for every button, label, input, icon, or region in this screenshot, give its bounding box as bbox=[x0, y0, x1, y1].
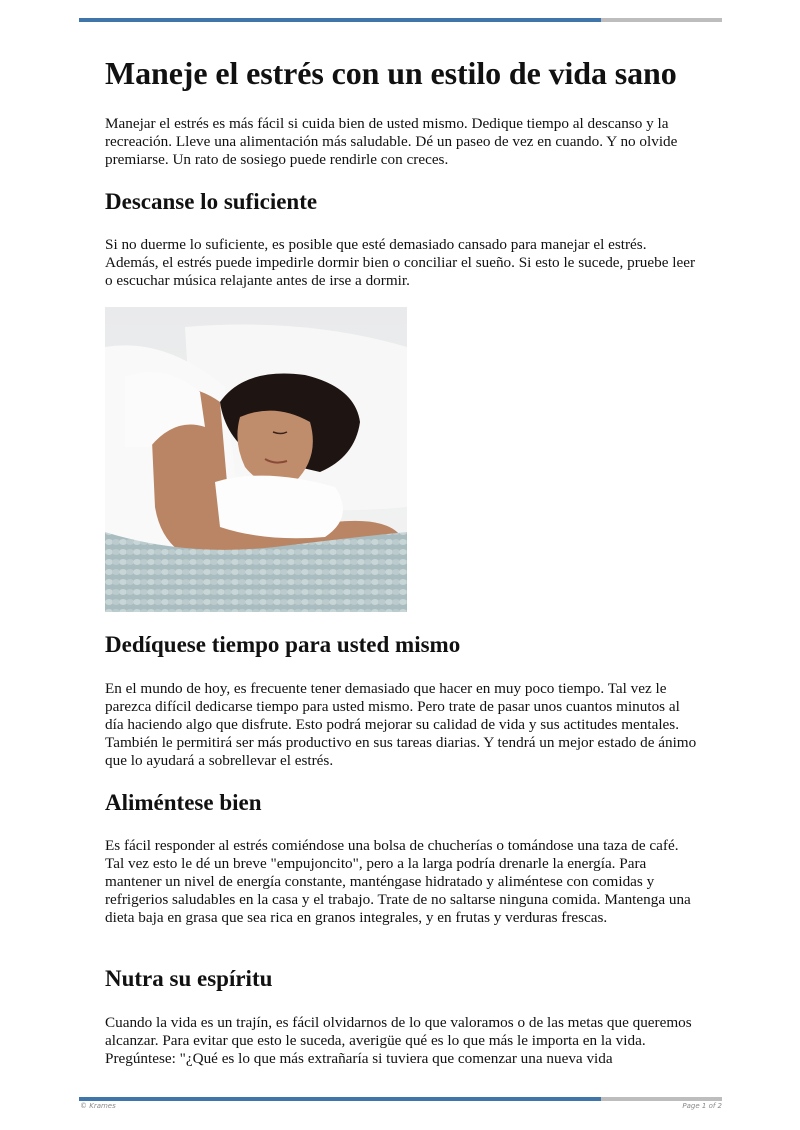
footer-rule bbox=[79, 1097, 722, 1101]
section-body-spirit: Cuando la vida es un trajín, es fácil olvidarnos de lo que valoramos o de las metas que queremos alcanzar. Para evitar que esto le suceda, averigüe qué es lo que más le importa en la vida. Pregúntese: "¿Qué es lo que más extrañaría si tuviera que comenzar una nueva vida bbox=[105, 1014, 692, 1067]
sleeping-woman-photo bbox=[105, 307, 407, 612]
section-heading-spirit: Nutra su espíritu bbox=[105, 966, 273, 991]
section-body-me-time: En el mundo de hoy, es frecuente tener demasiado que hacer en muy poco tiempo. Tal vez le parezca difícil dedicarse tiempo para usted mismo. Pero trate de pasar unos cuantos minutos al día haciendo algo que disfrute. Esto podrá mejorar su calidad de vida y sus actitudes mentales. También le permitirá ser más productivo en sus tareas diarias. Y tendrá un mejor estado de ánimo que lo ayudará a sobrellevar el estrés. bbox=[105, 680, 697, 769]
photo-illustration bbox=[105, 307, 407, 612]
section-heading-eat-well: Aliméntese bien bbox=[105, 790, 262, 815]
section-body-eat-well: Es fácil responder al estrés comiéndose una bolsa de chucherías o tomándose una taza de café. Tal vez esto le dé un breve "empujoncito", pero a la larga podría drenarle la energía. Para mantener un nivel de energía constante, manténgase hidratado y aliméntese con comidas y refrigerios saludables en la casa y el trabajo. Trate de no saltarse ninguna comida. Mantenga una dieta baja en grasa que sea rica en granos integrales, y en frutas y verduras frescas. bbox=[105, 837, 691, 926]
section-heading-rest: Descanse lo suficiente bbox=[105, 189, 318, 214]
section-heading-me-time: Dedíquese tiempo para usted mismo bbox=[105, 632, 461, 657]
section-body-rest: Si no duerme lo suficiente, es posible que esté demasiado cansado para manejar el estrés. Además, el estrés puede impedirle dormir bien o conciliar el sueño. Si esto le sucede, pruebe leer o escuchar música relajante antes de irse a dormir. bbox=[105, 236, 695, 289]
footer-copyright: © Krames bbox=[80, 1102, 116, 1110]
header-rule-gray bbox=[601, 18, 722, 22]
footer-rule-gray bbox=[601, 1097, 722, 1101]
footer-rule-blue bbox=[79, 1097, 601, 1101]
intro-paragraph: Manejar el estrés es más fácil si cuida bien de usted mismo. Dedique tiempo al descanso y la recreación. Lleve una alimentación más saludable. Dé un paseo de vez en cuando. Y no olvide premiarse. Un rato de sosiego puede rendirle con creces. bbox=[105, 115, 678, 168]
page-title: Maneje el estrés con un estilo de vida sano bbox=[105, 55, 677, 91]
footer-page-number: Page 1 of 2 bbox=[682, 1102, 722, 1110]
header-rule-blue bbox=[79, 18, 601, 22]
header-rule bbox=[79, 18, 722, 22]
